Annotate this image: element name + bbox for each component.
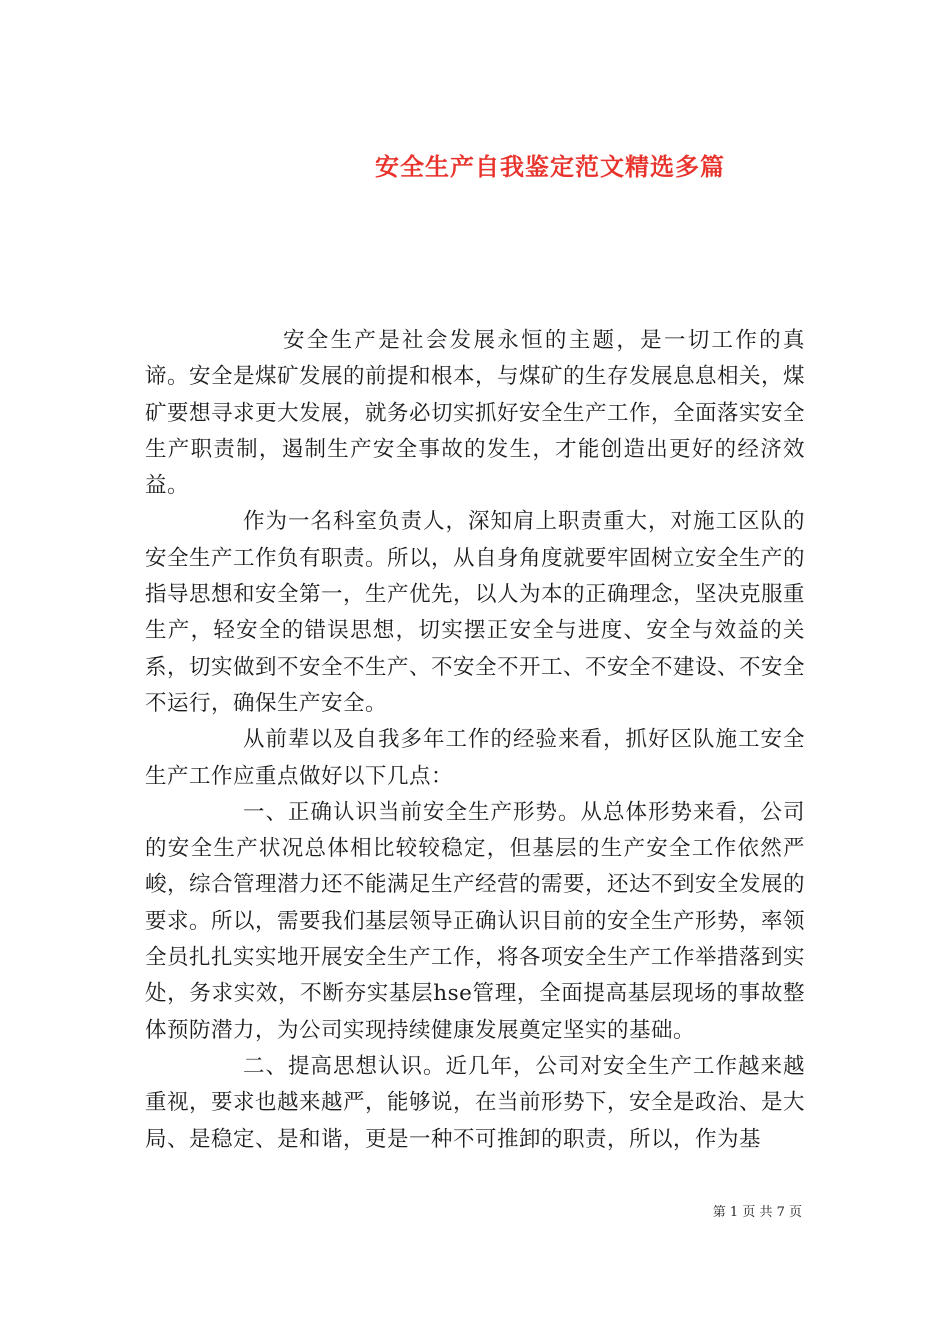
paragraph-5: 二、提高思想认识。近几年，公司对安全生产工作越来越重视，要求也越来越严，能够说，在当前形势下，安全是政治、是大局、是稳定、是和谐，更是一种不可推卸的职责，所以，作为基	[145, 1053, 806, 1152]
paragraph-2: 作为一名科室负责人，深知肩上职责重大，对施工区队的安全生产工作负有职责。所以，从自身角度就要牢固树立安全生产的指导思想和安全第一，生产优先，以人为本的正确理念，坚决克服重生产，轻安全的错误思想，切实摆正安全与进度、安全与效益的关系，切实做到不安全不生产、不安全不开工、不安全不建设、不安全不运行，确保生产安全。	[145, 509, 806, 716]
page-number-footer: 第 1 页 共 7 页	[712, 1205, 802, 1220]
document-title: 安全生产自我鉴定范文精选多篇	[375, 152, 725, 182]
document-body	[145, 323, 805, 1158]
paragraph-3: 从前辈以及自我多年工作的经验来看，抓好区队施工安全生产工作应重点做好以下几点：	[145, 727, 805, 789]
paragraph-4: 一、正确认识当前安全生产形势。从总体形势来看，公司的安全生产状况总体相比较较稳定，但基层的生产安全工作依然严峻，综合管理潜力还不能满足生产经营的需要，还达不到安全发展的要求。所以，需要我们基层领导正确认识目前的安全生产形势，率领全员扎扎实实地开展安全生产工作，将各项安全生产工作举措落到实处，务求实效，不断夯实基层hse管理，全面提高基层现场的事故整体预防潜力，为公司实现持续健康发展奠定坚实的基础。	[145, 799, 806, 1043]
paragraph-1: 安全生产是社会发展永恒的主题，是一切工作的真谛。安全是煤矿发展的前提和根本，与煤矿的生存发展息息相关，煤矿要想寻求更大发展，就务必切实抓好安全生产工作，全面落实安全生产职责制，遏制生产安全事故的发生，才能创造出更好的经济效益。	[145, 328, 806, 499]
